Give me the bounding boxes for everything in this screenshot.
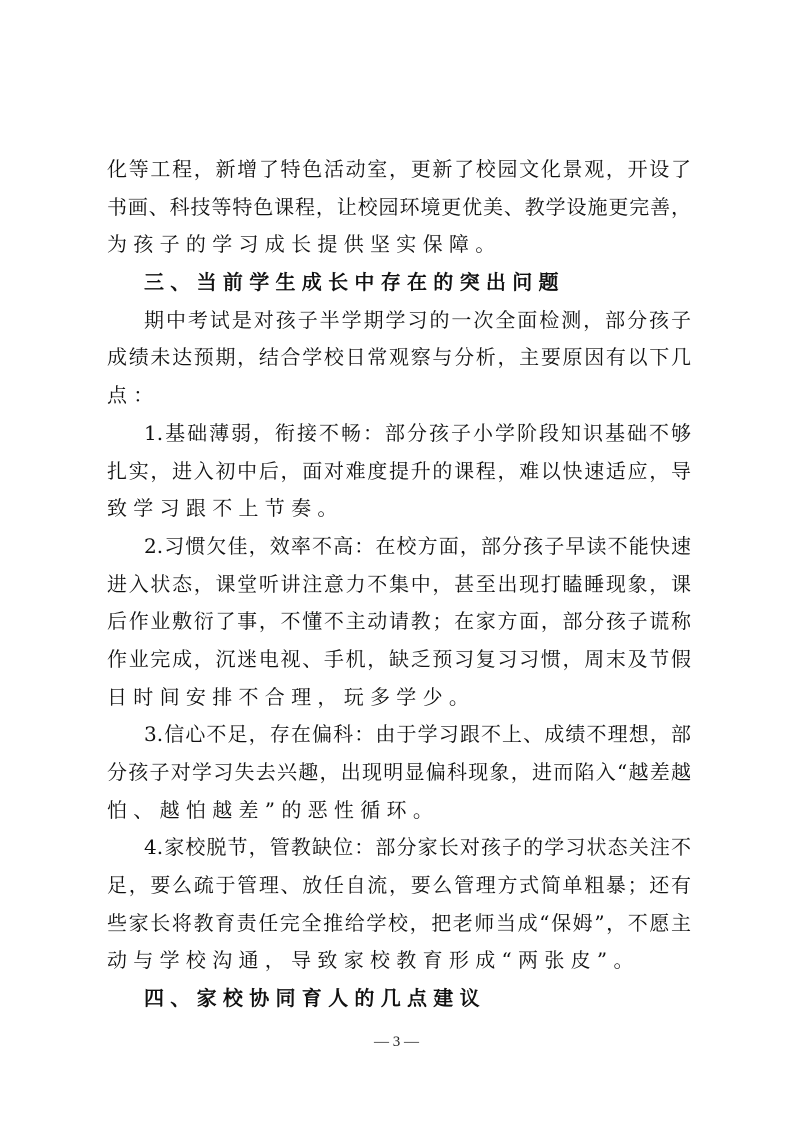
text-line: 作业完成，沉迷电视、手机，缺乏预习复习习惯，周末及节假 xyxy=(107,646,691,671)
text-line: 足，要么疏于管理、放任自流，要么管理方式简单粗暴；还有 xyxy=(107,873,691,898)
text-line: 为孩子的学习成长提供坚实保障。 xyxy=(107,232,502,257)
page-number: — 3 — xyxy=(374,1034,419,1050)
text-line: 进入状态，课堂听讲注意力不集中，甚至出现打瞌睡现象，课 xyxy=(107,571,691,596)
text-line: 成绩未达预期，结合学校日常观察与分析，主要原因有以下几 xyxy=(107,345,691,370)
section-heading-3: 三、当前学生成长中存在的突出问题 xyxy=(144,270,565,295)
text-line: 书画、科技等特色课程，让校园环境更优美、教学设施更完善， xyxy=(107,194,691,219)
text-line: 点： xyxy=(107,383,160,408)
text-line: 日时间安排不合理，玩多学少。 xyxy=(107,684,476,709)
text-line: 4.家校脱节，管教缺位：部分家长对孩子的学习状态关注不 xyxy=(144,835,691,860)
text-line: 扎实，进入初中后，面对难度提升的课程，难以快速适应，导 xyxy=(107,458,691,483)
text-line: 后作业敷衍了事，不懂不主动请教；在家方面，部分孩子谎称 xyxy=(107,609,691,634)
text-line: 3.信心不足，存在偏科：由于学习跟不上、成绩不理想，部 xyxy=(144,722,691,747)
text-line: 怕、越怕越差”的恶性循环。 xyxy=(107,797,440,822)
section-heading-4: 四、家校协同育人的几点建议 xyxy=(144,986,486,1011)
text-line: 化等工程，新增了特色活动室，更新了校园文化景观，开设了 xyxy=(107,157,691,181)
text-line: 2.习惯欠佳，效率不高：在校方面，部分孩子早读不能快速 xyxy=(144,533,691,558)
text-line: 些家长将教育责任完全推给学校，把老师当成“保姆”，不愿主 xyxy=(107,910,691,935)
text-line: 1.基础薄弱，衔接不畅：部分孩子小学阶段知识基础不够 xyxy=(144,420,691,445)
text-line: 期中考试是对孩子半学期学习的一次全面检测，部分孩子 xyxy=(144,307,691,332)
text-line: 致学习跟不上节奏。 xyxy=(107,496,344,521)
text-line: 动与学校沟通，导致家校教育形成“两张皮”。 xyxy=(107,948,640,973)
document-page xyxy=(107,151,691,1018)
text-line: 分孩子对学习失去兴趣，出现明显偏科现象，进而陷入“越差越 xyxy=(107,760,691,784)
